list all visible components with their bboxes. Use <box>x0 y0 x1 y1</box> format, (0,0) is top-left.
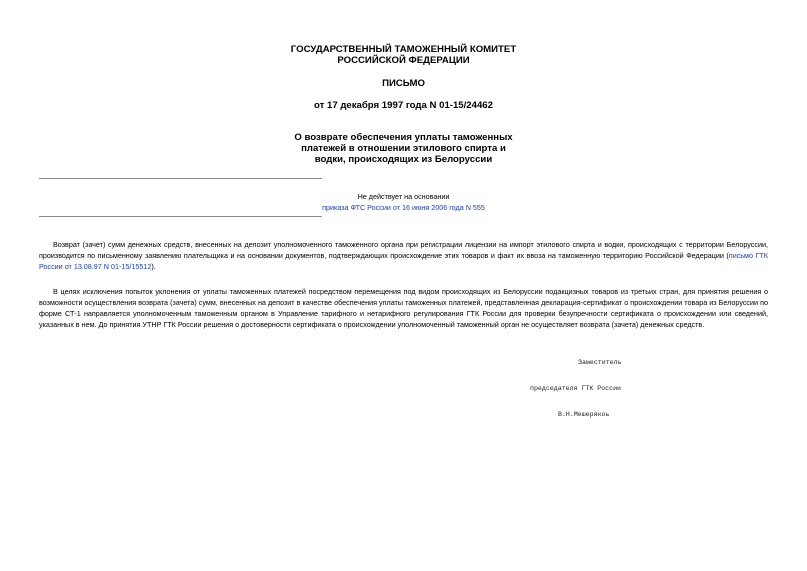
status-text: Не действует на основании <box>357 192 450 201</box>
signature-position: председателя ГТК России <box>530 384 622 392</box>
status-divider-bottom <box>39 216 322 217</box>
document-date-number: от 17 декабря 1997 года N 01-15/24462 <box>314 100 493 111</box>
document-subject-line3: водки, происходящих из Белоруссии <box>314 154 493 165</box>
signature-title: Заместитель <box>578 358 622 366</box>
agency-name-line1: ГОСУДАРСТВЕННЫЙ ТАМОЖЕННЫЙ КОМИТЕТ <box>290 44 517 55</box>
paragraph-1 <box>39 239 768 272</box>
paragraph-1-text: Возврат (зачет) сумм денежных средств, внесенных на депозит уполномоченного таможенного органа при регистрации лицензии на импорт этилового спирта и водки, происходящих с территории Белоруссии, производится по письменному заявлению плательщика и на основании документов, подтверждающих происхождение этих товаров и факт их ввоза на таможенную территорию Российской Федерации ( <box>39 240 768 260</box>
document-body <box>39 239 768 344</box>
document-subject-line1: О возврате обеспечения уплаты таможенных <box>294 132 513 143</box>
document-header <box>0 44 807 165</box>
document-subject-line2: платежей в отношении этилового спирта и <box>301 143 506 154</box>
document-type: ПИСЬМО <box>382 78 425 89</box>
paragraph-1-link[interactable]: письмо ГТК России от 13.08.97 N 01-15/15512 <box>39 251 768 271</box>
status-notice <box>0 191 807 213</box>
status-link[interactable]: приказа ФТС России от 16 июня 2006 года N 555 <box>322 203 485 212</box>
status-divider-top <box>39 178 322 179</box>
paragraph-2: В целях исключения попыток уклонения от уплаты таможенных платежей посредством перемещения под видом происходящих из Белоруссии подакцизных товаров из третьих стран, для принятия решения о возможности осуществления возврата (зачета) сумм, внесенных на депозит в качестве обеспечения уплаты таможенных платежей, представленная декларация-сертификат о происхождении товара из Белоруссии по форме СТ-1 направляется уполномоченным таможенным органом в Управление тарифного и нетарифного регулирования ГТК России для проверки безупречности сертификата о происхождении или сведений, указанных в нем. До принятия УТНР ГТК России решения о достоверности сертификата о происхождении уполномоченный таможенный орган не осуществляет возврата (зачета) денежных средств. <box>39 287 768 329</box>
signature-name: В.Н.Мешерякоь <box>558 411 610 419</box>
signature-block <box>526 341 622 429</box>
agency-name-line2: РОССИЙСКОЙ ФЕДЕРАЦИИ <box>337 55 470 66</box>
paragraph-1-end: ). <box>151 262 156 271</box>
